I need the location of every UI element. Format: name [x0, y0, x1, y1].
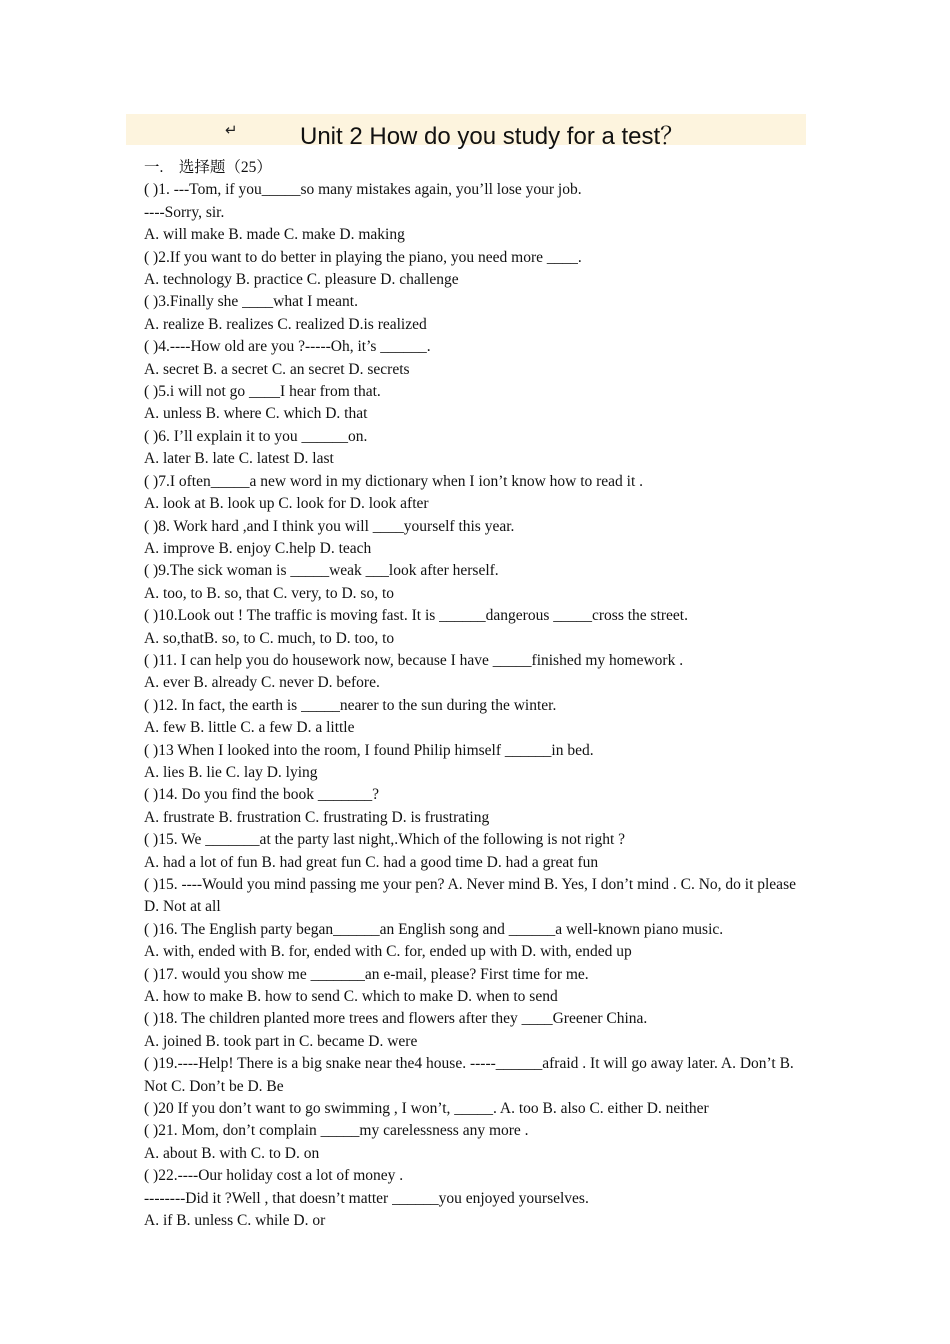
- question-line: ( )2.If you want to do better in playing the piano, you need more ____.: [144, 248, 582, 266]
- question-line: ( )19.----Help! There is a big snake near the4 house. -----______afraid . It will go away later. A. Don’t B. Not C. Don’t be D. Be: [144, 1055, 794, 1095]
- answer-options: A. few B. little C. a few D. a little: [144, 719, 355, 737]
- question-line: ( )16. The English party began______an English song and ______a well-known piano music.: [144, 920, 724, 938]
- answer-options: A. will make B. made C. make D. making: [144, 226, 405, 244]
- answer-options: A. had a lot of fun B. had great fun C. had a good time D. had a great fun: [144, 853, 599, 871]
- question-line: ( )8. Work hard ,and I think you will ____yourself this year.: [144, 517, 515, 535]
- answer-options: A. with, ended with B. for, ended with C. for, ended up with D. with, ended up: [144, 943, 632, 961]
- answer-options: A. how to make B. how to send C. which to make D. when to send: [144, 988, 558, 1006]
- question-line: ( )17. would you show me _______an e-mail, please? First time for me.: [144, 965, 589, 983]
- question-line: ( )1. ---Tom, if you_____so many mistakes again, you’ll lose your job.: [144, 181, 582, 199]
- question-line: ( )21. Mom, don’t complain _____my carelessness any more .: [144, 1122, 529, 1140]
- question-line: ( )20 If you don’t want to go swimming , I won’t, _____. A. too B. also C. either D. neither: [144, 1100, 709, 1118]
- answer-options: A. if B. unless C. while D. or: [144, 1212, 326, 1230]
- question-line: ( )15. ----Would you mind passing me your pen? A. Never mind B. Yes, I don’t mind . C. No, do it please D. Not at all: [144, 876, 796, 916]
- question-line: ( )4.----How old are you ?-----Oh, it’s ______.: [144, 338, 431, 356]
- answer-options: A. realize B. realizes C. realized D.is realized: [144, 315, 427, 333]
- answer-options: A. later B. late C. latest D. last: [144, 450, 334, 468]
- section-heading: 一. 选择题（25）: [144, 159, 272, 176]
- answer-options: A. frustrate B. frustration C. frustrating D. is frustrating: [144, 808, 490, 826]
- answer-options: A. improve B. enjoy C.help D. teach: [144, 539, 372, 557]
- answer-options: A. secret B. a secret C. an secret D. secrets: [144, 360, 410, 378]
- question-line: ( )15. We _______at the party last night,.Which of the following is not right ?: [144, 831, 626, 849]
- page-title: Unit 2 How do you study for a test？: [300, 123, 685, 150]
- question-line: ( )7.I often_____a new word in my dictionary when I ion’t know how to read it .: [144, 472, 644, 490]
- question-line: ( )10.Look out ! The traffic is moving fast. It is ______dangerous _____cross the street.: [144, 607, 688, 625]
- question-line: ( )9.The sick woman is _____weak ___look after herself.: [144, 562, 499, 580]
- answer-options: A. technology B. practice C. pleasure D. challenge: [144, 271, 459, 289]
- question-line: ( )14. Do you find the book _______?: [144, 786, 380, 804]
- answer-options: A. about B. with C. to D. on: [144, 1144, 320, 1162]
- question-line: ( )12. In fact, the earth is _____nearer to the sun during the winter.: [144, 696, 557, 714]
- question-line: ( )11. I can help you do housework now, because I have _____finished my homework .: [144, 651, 684, 669]
- question-line: ----Sorry, sir.: [144, 203, 225, 221]
- answer-options: A. ever B. already C. never D. before.: [144, 674, 380, 692]
- answer-options: A. so,thatB. so, to C. much, to D. too, to: [144, 629, 395, 647]
- question-list: [144, 157, 808, 1233]
- question-line: --------Did it ?Well , that doesn’t matter ______you enjoyed yourselves.: [144, 1189, 589, 1207]
- answer-options: A. look at B. look up C. look for D. look after: [144, 495, 429, 513]
- answer-options: A. unless B. where C. which D. that: [144, 405, 368, 423]
- answer-options: A. joined B. took part in C. became D. were: [144, 1032, 418, 1050]
- answer-options: A. too, to B. so, that C. very, to D. so, to: [144, 584, 395, 602]
- return-arrow-icon: ↵: [225, 121, 238, 139]
- question-line: ( )3.Finally she ____what I meant.: [144, 293, 358, 311]
- question-line: ( )22.----Our holiday cost a lot of money .: [144, 1167, 404, 1185]
- question-line: ( )5.i will not go ____I hear from that.: [144, 383, 381, 401]
- answer-options: A. lies B. lie C. lay D. lying: [144, 763, 318, 781]
- question-line: ( )18. The children planted more trees and flowers after they ____Greener China.: [144, 1010, 648, 1028]
- question-line: ( )6. I’ll explain it to you ______on.: [144, 427, 368, 445]
- question-line: ( )13 When I looked into the room, I found Philip himself ______in bed.: [144, 741, 594, 759]
